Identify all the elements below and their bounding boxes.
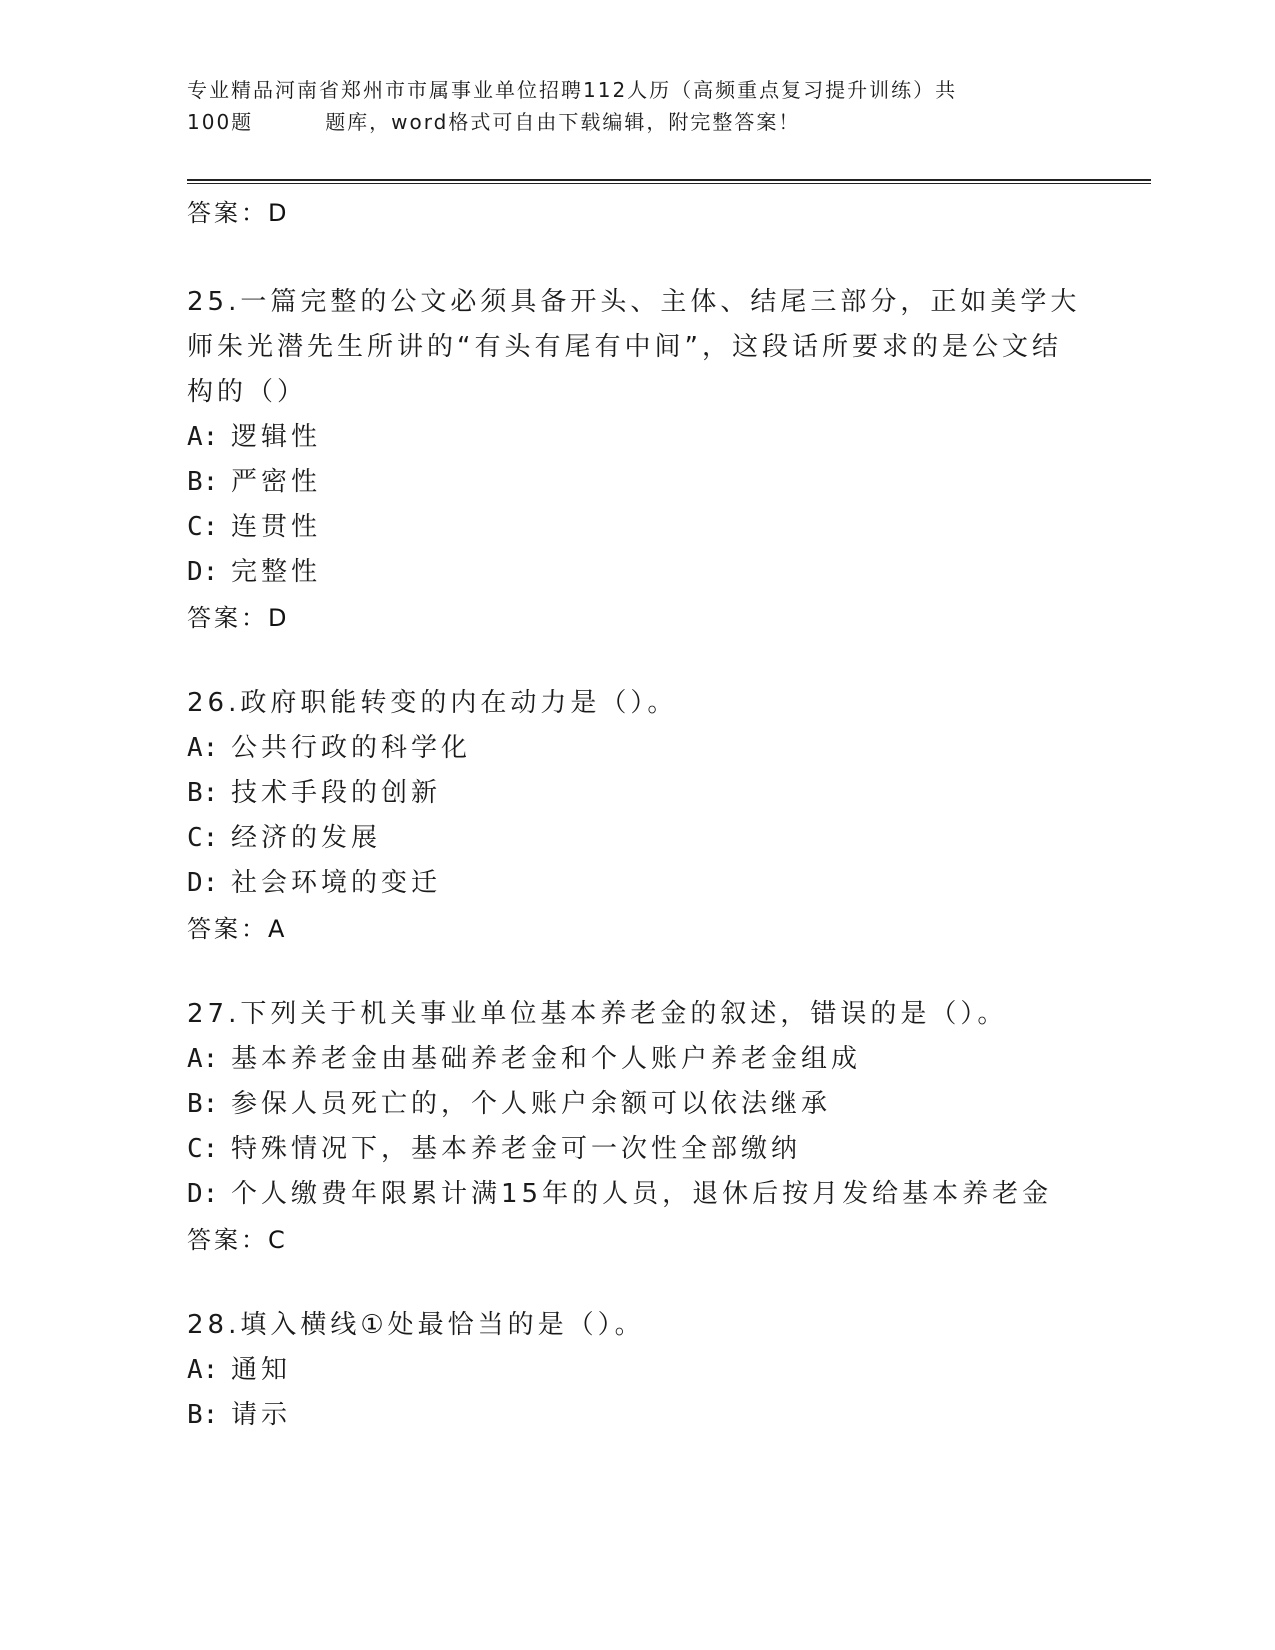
option-a — [187, 726, 1087, 771]
option-key: A: — [187, 1044, 219, 1074]
header-divider-thin — [187, 183, 1151, 184]
option-b — [187, 1082, 1087, 1127]
header-description: 题库，word格式可自由下载编辑，附完整答案！ — [325, 110, 801, 134]
option-text: 连贯性 — [231, 512, 322, 542]
page-header — [187, 74, 1107, 138]
answer-line: 答案：D — [187, 604, 290, 632]
option-a — [187, 1037, 1087, 1082]
option-c — [187, 816, 1087, 861]
answer-line: 答案：C — [187, 1226, 288, 1254]
option-text: 严密性 — [231, 467, 322, 497]
option-key: B: — [187, 1400, 219, 1430]
question-stem: 27.下列关于机关事业单位基本养老金的叙述，错误的是（）。 — [187, 999, 1008, 1029]
header-title-line1: 专业精品河南省郑州市市属事业单位招聘112人历（高频重点复习提升训练）共 — [187, 78, 958, 102]
option-text: 基本养老金由基础养老金和个人账户养老金组成 — [231, 1044, 862, 1074]
option-d — [187, 550, 1087, 595]
option-text: 技术手段的创新 — [231, 778, 442, 808]
option-text: 请示 — [231, 1400, 292, 1430]
option-key: D: — [187, 868, 219, 898]
question-27 — [187, 992, 1087, 1263]
option-key: A: — [187, 422, 219, 452]
option-key: B: — [187, 1089, 219, 1119]
question-stem: 25.一篇完整的公文必须具备开头、主体、结尾三部分，正如美学大师朱光潜先生所讲的“有头有尾有中间”，这段话所要求的是公文结构的（） — [187, 287, 1081, 407]
question-26 — [187, 681, 1087, 952]
answer-line: 答案：A — [187, 915, 288, 943]
option-text: 特殊情况下，基本养老金可一次性全部缴纳 — [231, 1134, 802, 1164]
option-key: C: — [187, 1134, 219, 1164]
question-list — [187, 190, 1087, 1438]
header-question-count: 100题 — [187, 110, 254, 134]
option-key: A: — [187, 733, 219, 763]
previous-answer: 答案：D — [187, 199, 290, 227]
question-stem: 28.填入横线①处最恰当的是（）。 — [187, 1310, 645, 1340]
option-key: D: — [187, 557, 219, 587]
option-text: 逻辑性 — [231, 422, 322, 452]
option-key: A: — [187, 1355, 219, 1385]
option-a — [187, 415, 1087, 460]
option-a — [187, 1348, 1087, 1393]
option-text: 公共行政的科学化 — [231, 733, 472, 763]
question-25 — [187, 280, 1087, 641]
option-c — [187, 1127, 1087, 1172]
header-divider-thick — [187, 179, 1151, 181]
option-c — [187, 505, 1087, 550]
question-28 — [187, 1303, 1087, 1438]
header-title-line2 — [187, 106, 1107, 138]
option-key: C: — [187, 823, 219, 853]
option-d — [187, 861, 1087, 906]
option-key: C: — [187, 512, 219, 542]
option-text: 完整性 — [231, 557, 322, 587]
option-text: 通知 — [231, 1355, 292, 1385]
option-key: D: — [187, 1179, 219, 1209]
option-b — [187, 1393, 1087, 1438]
option-key: B: — [187, 467, 219, 497]
option-text: 参保人员死亡的，个人账户余额可以依法继承 — [231, 1089, 832, 1119]
option-b — [187, 460, 1087, 505]
option-text: 经济的发展 — [231, 823, 382, 853]
option-text: 个人缴费年限累计满15年的人员，退休后按月发给基本养老金 — [231, 1179, 1053, 1209]
option-d — [187, 1172, 1087, 1217]
option-b — [187, 771, 1087, 816]
option-text: 社会环境的变迁 — [231, 868, 442, 898]
question-stem: 26.政府职能转变的内在动力是（）。 — [187, 688, 678, 718]
option-key: B: — [187, 778, 219, 808]
